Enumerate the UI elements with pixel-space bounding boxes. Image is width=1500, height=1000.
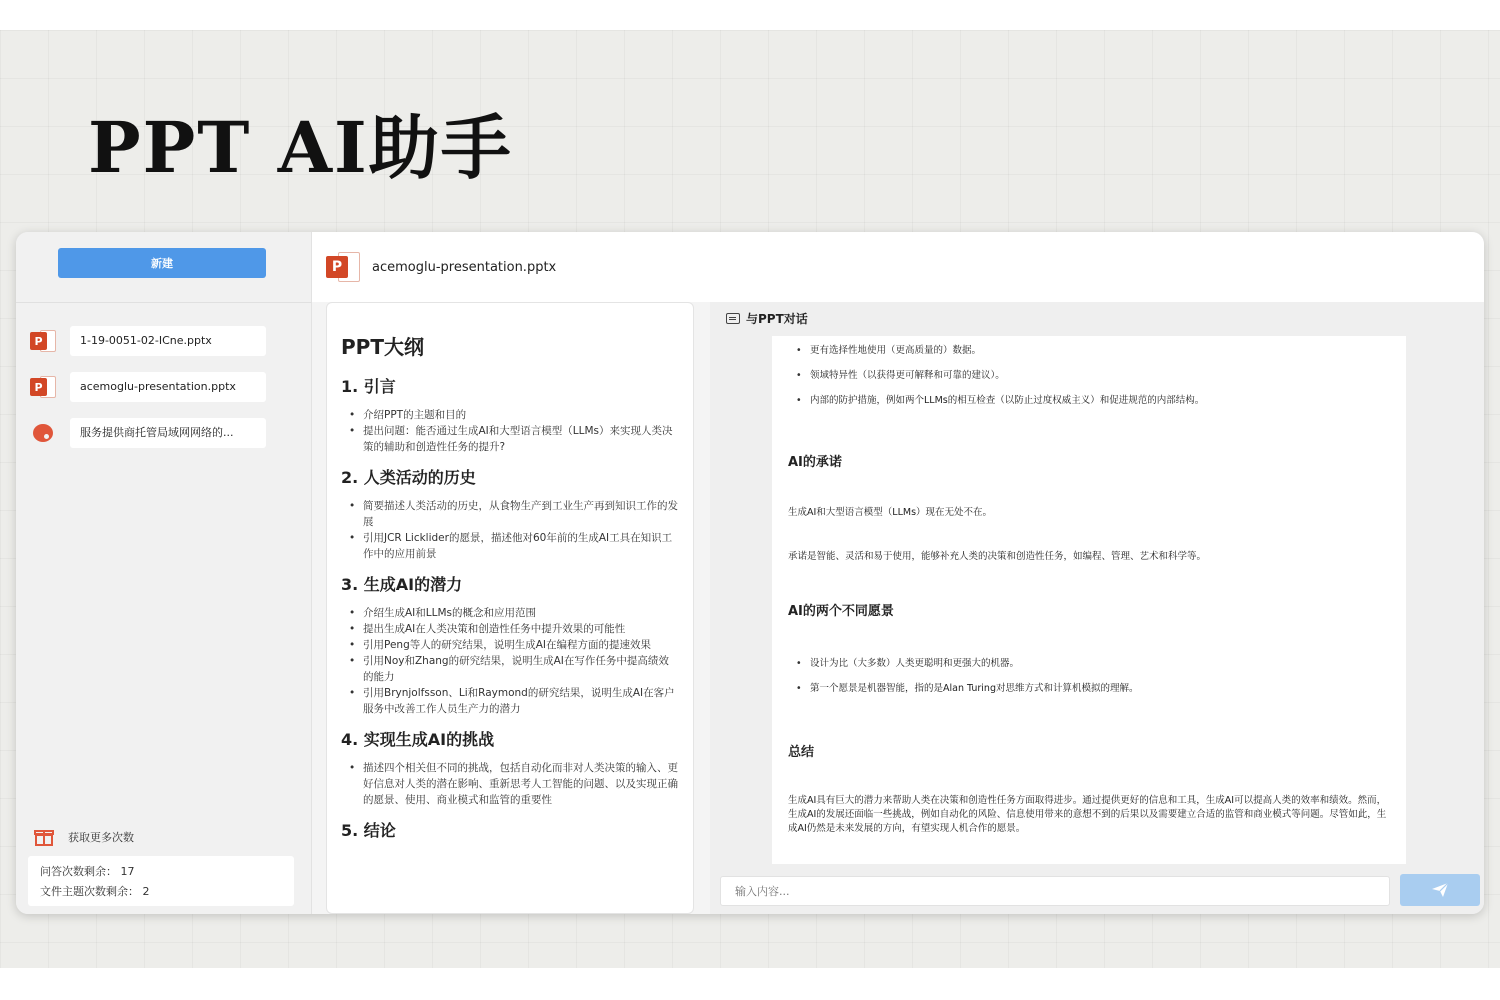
sidebar-file-item[interactable] <box>30 326 280 356</box>
slide-title: PPT AI助手 <box>88 106 513 189</box>
file-title: acemoglu-presentation.pptx <box>372 259 557 275</box>
chat-paragraph: 生成AI和大型语言模型（LLMs）现在无处不在。 <box>788 507 993 518</box>
chat-bullet: • 设计为比（大多数）人类更聪明和更强大的机器。 <box>788 651 1390 676</box>
sidebar <box>16 232 312 914</box>
chat-input[interactable] <box>720 876 1390 906</box>
get-more-link[interactable] <box>34 828 134 846</box>
sidebar-divider <box>16 302 312 303</box>
outline-panel[interactable] <box>326 302 694 914</box>
qa-remaining: 问答次数剩余： 17 <box>40 865 135 878</box>
outline-bullet: • 介绍生成AI和LLMs的概念和应用范围 <box>341 605 679 621</box>
ppt-file-icon: P <box>326 250 360 284</box>
outline-section-title: 2. 人类活动的历史 <box>341 468 476 487</box>
chat-header <box>726 310 808 327</box>
chat-bullet: • 第一个愿景是机器智能，指的是Alan Turing对思维方式和计算机模拟的理解。 <box>788 676 1390 701</box>
chat-header-label: 与PPT对话 <box>746 312 808 326</box>
outline-bullet: • 提出生成AI在人类决策和创造性任务中提升效果的可能性 <box>341 621 679 637</box>
chat-icon <box>726 313 740 324</box>
gift-icon <box>34 828 54 846</box>
paper-plane-icon <box>1431 882 1449 898</box>
sidebar-file-item[interactable] <box>30 418 280 448</box>
outline-title: PPT大纲 <box>341 335 424 359</box>
sidebar-file-name: 服务提供商托管局域网网络的... <box>70 418 266 448</box>
get-more-label: 获取更多次数 <box>68 831 134 844</box>
chat-bullet: • 内部的防护措施，例如两个LLMs的相互检查（以防止过度权威主义）和促进规范的内部结构。 <box>788 388 1390 413</box>
outline-bullet: • 引用Brynjolfsson、Li和Raymond的研究结果，说明生成AI在客户服务中改善工作人员生产力的潜力 <box>341 685 679 717</box>
quota-panel <box>28 856 294 906</box>
palette-icon <box>30 420 56 446</box>
outline-section-title: 1. 引言 <box>341 377 396 396</box>
file-header <box>312 232 1484 302</box>
outline-bullet: • 介绍PPT的主题和目的 <box>341 407 679 423</box>
chat-bullet: • 领域特异性（以获得更可解释和可靠的建议）。 <box>788 363 1390 388</box>
sidebar-file-name: acemoglu-presentation.pptx <box>70 372 266 402</box>
chat-message <box>772 336 1406 864</box>
outline-bullet: • 引用Peng等人的研究结果，说明生成AI在编程方面的提速效果 <box>341 637 679 653</box>
new-button[interactable]: 新建 <box>58 248 266 278</box>
outline-bullet: • 引用Noy和Zhang的研究结果，说明生成AI在写作任务中提高绩效的能力 <box>341 653 679 685</box>
ppt-file-icon: P <box>30 328 56 354</box>
chat-panel <box>710 302 1484 914</box>
theme-remaining: 文件主题次数剩余： 2 <box>40 885 150 898</box>
chat-paragraph: 承诺是智能、灵活和易于使用，能够补充人类的决策和创造性任务，如编程、管理、艺术和科学等。 <box>788 551 1207 562</box>
chat-bullet: • 更有选择性地使用（更高质量的）数据。 <box>788 338 1390 363</box>
outline-section-title: 3. 生成AI的潜力 <box>341 575 463 594</box>
sidebar-file-name: 1-19-0051-02-ICne.pptx <box>70 326 266 356</box>
outline-bullet: • 提出问题：能否通过生成AI和大型语言模型（LLMs）来实现人类决策的辅助和创造性任务的提升? <box>341 423 679 455</box>
outline-section-title: 4. 实现生成AI的挑战 <box>341 730 495 749</box>
outline-bullet: • 引用JCR Licklider的愿景，描述他对60年前的生成AI工具在知识工作中的应用前景 <box>341 530 679 562</box>
outline-bullet: • 简要描述人类活动的历史，从食物生产到工业生产再到知识工作的发展 <box>341 498 679 530</box>
ppt-file-icon: P <box>30 374 56 400</box>
send-button[interactable] <box>1400 874 1480 906</box>
chat-heading: AI的承诺 <box>788 455 842 470</box>
chat-paragraph: 生成AI具有巨大的潜力来帮助人类在决策和创造性任务方面取得进步。通过提供更好的信息和工具，生成AI可以提高人类的效率和绩效。然而，生成AI的发展还面临一些挑战，例如自动化的风险、信息使用带来的意想不到的后果以及需要建立合适的监管和商业模式等问题。尽管如此，生成AI仍然是未来发展的方向，有望实现人机合作的愿景。 <box>788 795 1387 834</box>
sidebar-file-item[interactable] <box>30 372 280 402</box>
outline-section-title: 5. 结论 <box>341 821 396 840</box>
chat-heading: AI的两个不同愿景 <box>788 604 894 619</box>
app-window <box>16 232 1484 914</box>
outline-bullet: • 描述四个相关但不同的挑战，包括自动化而非对人类决策的输入、更好信息对人类的潜在影响、重新思考人工智能的问题、以及实现正确的愿景、使用、商业模式和监管的重要性 <box>341 760 679 808</box>
chat-heading: 总结 <box>788 745 815 760</box>
